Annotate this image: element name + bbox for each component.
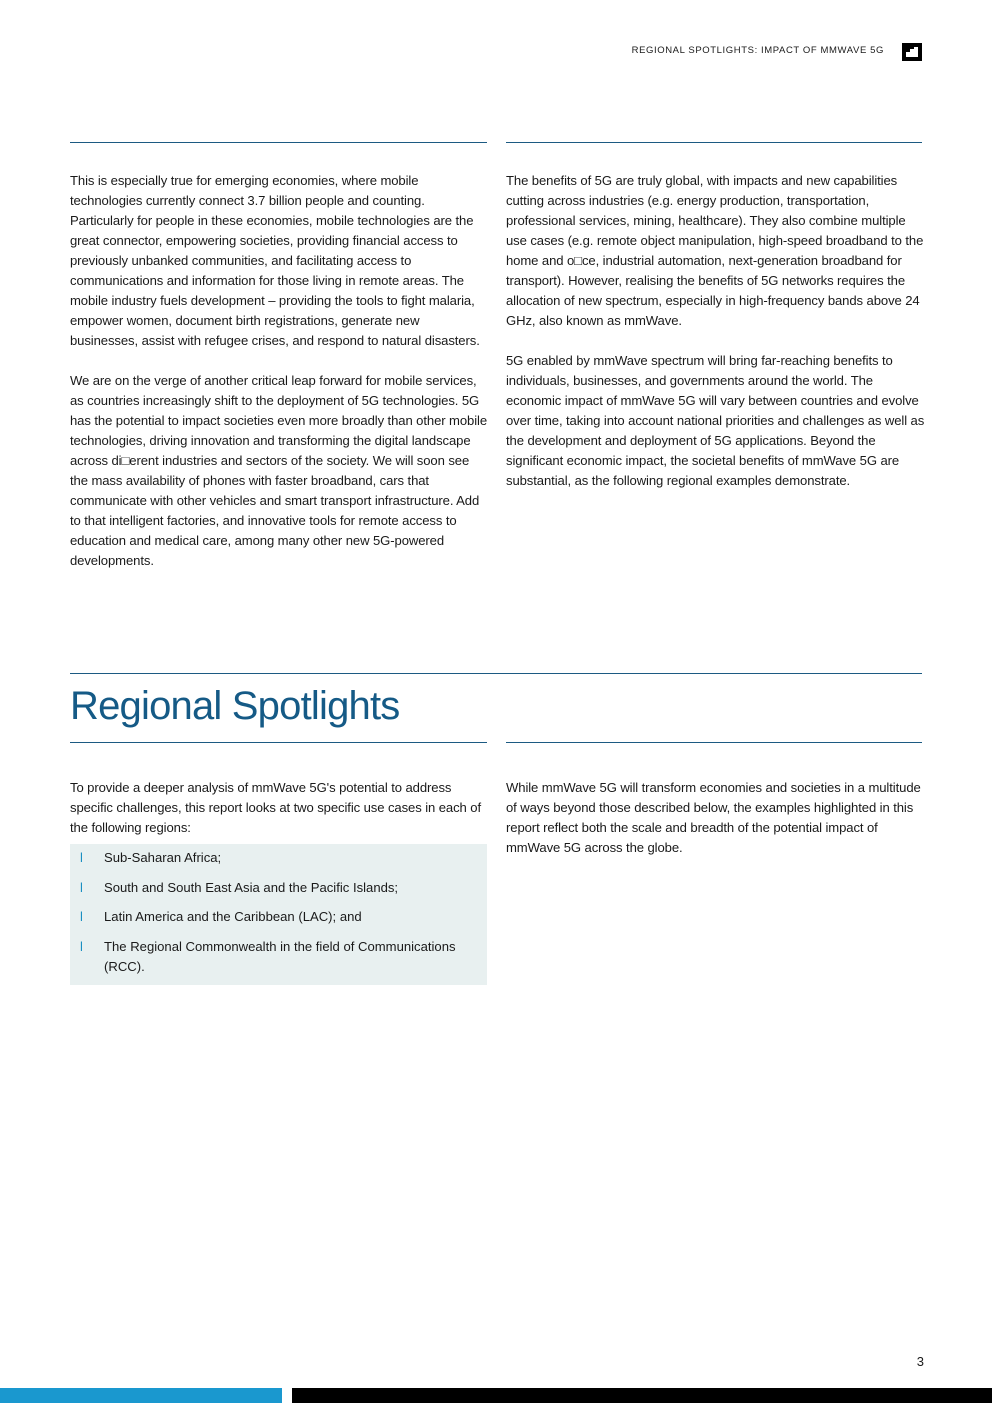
gsma-logo-icon [902, 43, 922, 61]
section-intro-text: To provide a deeper analysis of mmWave 5G's potential to address specific challenges, this report looks at two specific use cases in each of the following regions: [70, 780, 481, 835]
intro-paragraph: This is especially true for emerging economies, where mobile technologies currently connect 3.7 billion people and counting. Particularly for people in these economies, mobile technologies are the great connector, empowering societies, providing financial access to previously unbanked communities, and facilitating access to communications and information for those living in remote areas. The mobile industry fuels development – providing the tools to fight malaria, empower women, document birth registrations, generate new businesses, assist with refugee crises, and respond to natural disasters. [70, 173, 480, 348]
section-right-column [506, 778, 926, 858]
page-number: 3 [916, 1354, 924, 1369]
footer-bar-blue [0, 1388, 282, 1403]
footer-bar-black [292, 1388, 992, 1403]
list-item [70, 937, 487, 977]
list-item [70, 878, 487, 898]
section-left-intro [70, 778, 490, 838]
regions-list [70, 844, 487, 977]
section-left-rule [70, 742, 487, 743]
list-item [70, 848, 487, 868]
list-item [70, 907, 487, 927]
intro-paragraph: 5G enabled by mmWave spectrum will bring far-reaching benefits to individuals, businesses, and governments around the world. The economic impact of mmWave 5G will vary between countries and evolve over time, taking into account national priorities and challenges as well as the development and deployment of 5G applications. Beyond the significant economic impact, the societal benefits of mmWave 5G are substantial, as the following regional examples demonstrate. [506, 353, 925, 488]
intro-left-column [70, 171, 490, 571]
regions-box [70, 844, 487, 985]
top-left-rule [70, 142, 487, 143]
region-label: The Regional Commonwealth in the field of Communications (RCC). [104, 938, 456, 974]
bullet-icon: l [80, 850, 83, 865]
section-title: Regional Spotlights [70, 684, 400, 728]
bullet-icon: l [80, 909, 83, 924]
region-label: Latin America and the Caribbean (LAC); and [104, 909, 362, 924]
bullet-icon: l [80, 879, 83, 895]
intro-right-column [506, 171, 926, 491]
running-header: REGIONAL SPOTLIGHTS: IMPACT OF MMWAVE 5G [631, 45, 884, 56]
section-rule [70, 673, 922, 674]
section-right-text: While mmWave 5G will transform economies and societies in a multitude of ways beyond those described below, the examples highlighted in this report reflect both the scale and breadth of the potential impact of mmWave 5G across the globe. [506, 780, 921, 855]
intro-paragraph: The benefits of 5G are truly global, with impacts and new capabilities cutting across industries (e.g. energy production, transportation, professional services, mining, healthcare). They also combine multiple use cases (e.g. remote object manipulation, high-speed broadband to the home and o□ce, industrial automation, next-generation broadband for transport). However, realising the benefits of 5G networks requires the allocation of new spectrum, especially in high-frequency bands above 24 GHz, also known as mmWave. [506, 173, 924, 328]
section-right-rule [506, 742, 922, 743]
intro-paragraph: We are on the verge of another critical leap forward for mobile services, as countries increasingly shift to the deployment of 5G technologies. 5G has the potential to impact societies even more broadly than other mobile technologies, driving innovation and transforming the digital landscape across di□erent industries and sectors of the society. We will soon see the mass availability of phones with faster broadband, cars that communicate with other vehicles and smart transport infrastructure. Add to that intelligent factories, and innovative tools for remote access to education and medical care, among many other new 5G-powered developments. [70, 373, 488, 568]
top-right-rule [506, 142, 922, 143]
region-label: Sub-Saharan Africa; [104, 850, 222, 865]
bullet-icon: l [80, 938, 83, 954]
region-label: South and South East Asia and the Pacific Islands; [104, 879, 399, 895]
